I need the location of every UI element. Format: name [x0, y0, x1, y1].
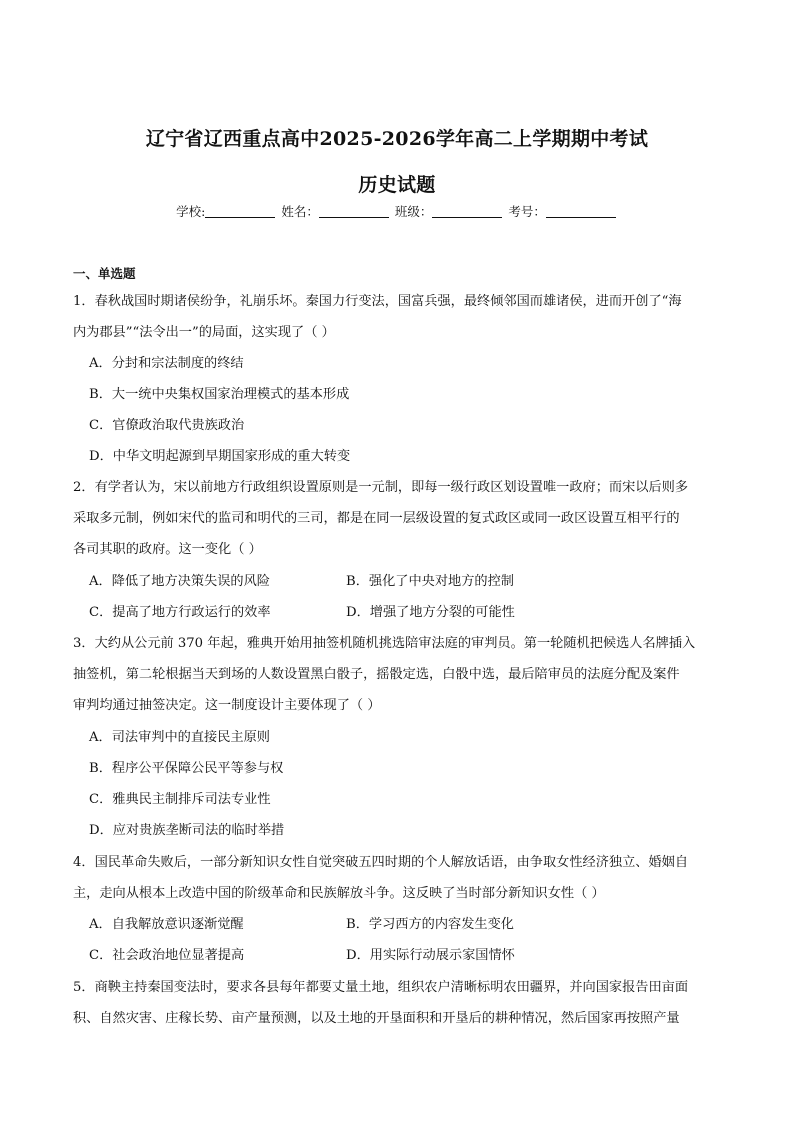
name-label: 姓名： [281, 204, 319, 219]
question-3-stem-line: 抽签机，第二轮根据当天到场的人数设置黑白骰子，摇骰定选，白骰中选，最后陪审员的法庭分配及案件 [73, 667, 680, 682]
school-blank[interactable] [205, 205, 275, 218]
question-1-stem-line: 1．春秋战国时期诸侯纷争，礼崩乐坏。秦国力行变法，国富兵强，最终倾邻国而雄诸侯，进而开创了“海 [73, 294, 682, 309]
question-2-stem-line: 各司其职的政府。这一变化（ ） [73, 542, 262, 557]
question-2-option-b[interactable]: B．强化了中央对地方的控制 [346, 574, 514, 589]
question-4-option-b[interactable]: B．学习西方的内容发生变化 [346, 917, 514, 932]
question-1-option-d[interactable]: D．中华文明起源到早期国家形成的重大转变 [89, 449, 351, 464]
section-heading: 一、单选题 [73, 266, 136, 281]
question-4-option-a[interactable]: A．自我解放意识逐渐觉醒 [89, 917, 244, 932]
question-4-stem-line: 4．国民革命失败后，一部分新知识女性自觉突破五四时期的个人解放话语，由争取女性经济独立、婚姻自 [73, 855, 689, 870]
question-3-option-d[interactable]: D．应对贵族垄断司法的临时举措 [89, 823, 285, 838]
question-3-stem-line: 3．大约从公元前 370 年起，雅典开始用抽签机随机挑选陪审法庭的审判员。第一轮随机把候选人名牌插入 [73, 636, 696, 651]
question-2-stem-line: 采取多元制，例如宋代的监司和明代的三司，都是在同一层级设置的复式政区或同一政区设置互相平行的 [73, 511, 680, 526]
question-3-stem-line: 审判均通过抽签决定。这一制度设计主要体现了（ ） [73, 698, 381, 713]
question-5-stem-line: 积、自然灾害、庄稼长势、亩产量预测，以及土地的开垦面积和开垦后的耕种情况，然后国家再按照产量 [73, 1011, 680, 1026]
class-label: 班级： [394, 204, 433, 219]
question-2-stem-line: 2．有学者认为，宋以前地方行政组织设置原则是一元制，即每一级行政区划设置唯一政府；而宋以后则多 [73, 480, 689, 495]
student-info-line [0, 202, 794, 220]
question-2-option-c[interactable]: C．提高了地方行政运行的效率 [89, 605, 271, 620]
question-1-option-a[interactable]: A．分封和宗法制度的终结 [89, 356, 244, 371]
question-5-stem-line: 5．商鞅主持秦国变法时，要求各县每年都要丈量土地，组织农户清晰标明农田疆界，并向国家报告田亩面 [73, 980, 689, 995]
name-blank[interactable] [319, 205, 389, 218]
exam-number-blank[interactable] [546, 205, 616, 218]
question-1-stem-line: 内为郡县”“法令出一”的局面，这实现了（ ） [73, 325, 335, 340]
question-3-option-c[interactable]: C．雅典民主制排斥司法专业性 [89, 792, 271, 807]
question-3-option-a[interactable]: A．司法审判中的直接民主原则 [89, 730, 270, 745]
school-label: 学校: [176, 204, 206, 219]
question-4-option-d[interactable]: D．用实际行动展示家国情怀 [346, 948, 515, 963]
question-3-option-b[interactable]: B．程序公平保障公民平等参与权 [89, 761, 284, 776]
exam-title: 辽宁省辽西重点高中2025-2026学年高二上学期期中考试 [145, 128, 649, 150]
question-4-stem-line: 主，走向从根本上改造中国的阶级革命和民族解放斗争。这反映了当时部分新知识女性（ ） [73, 886, 605, 901]
question-2-option-d[interactable]: D．增强了地方分裂的可能性 [346, 605, 515, 620]
class-blank[interactable] [432, 205, 502, 218]
question-1-option-c[interactable]: C．官僚政治取代贵族政治 [89, 418, 245, 433]
subject-title: 历史试题 [358, 174, 436, 196]
question-1-option-b[interactable]: B．大一统中央集权国家治理模式的基本形成 [89, 387, 350, 402]
question-2-option-a[interactable]: A．降低了地方决策失误的风险 [89, 574, 270, 589]
exam-number-label: 考号： [508, 204, 546, 219]
question-4-option-c[interactable]: C．社会政治地位显著提高 [89, 948, 245, 963]
